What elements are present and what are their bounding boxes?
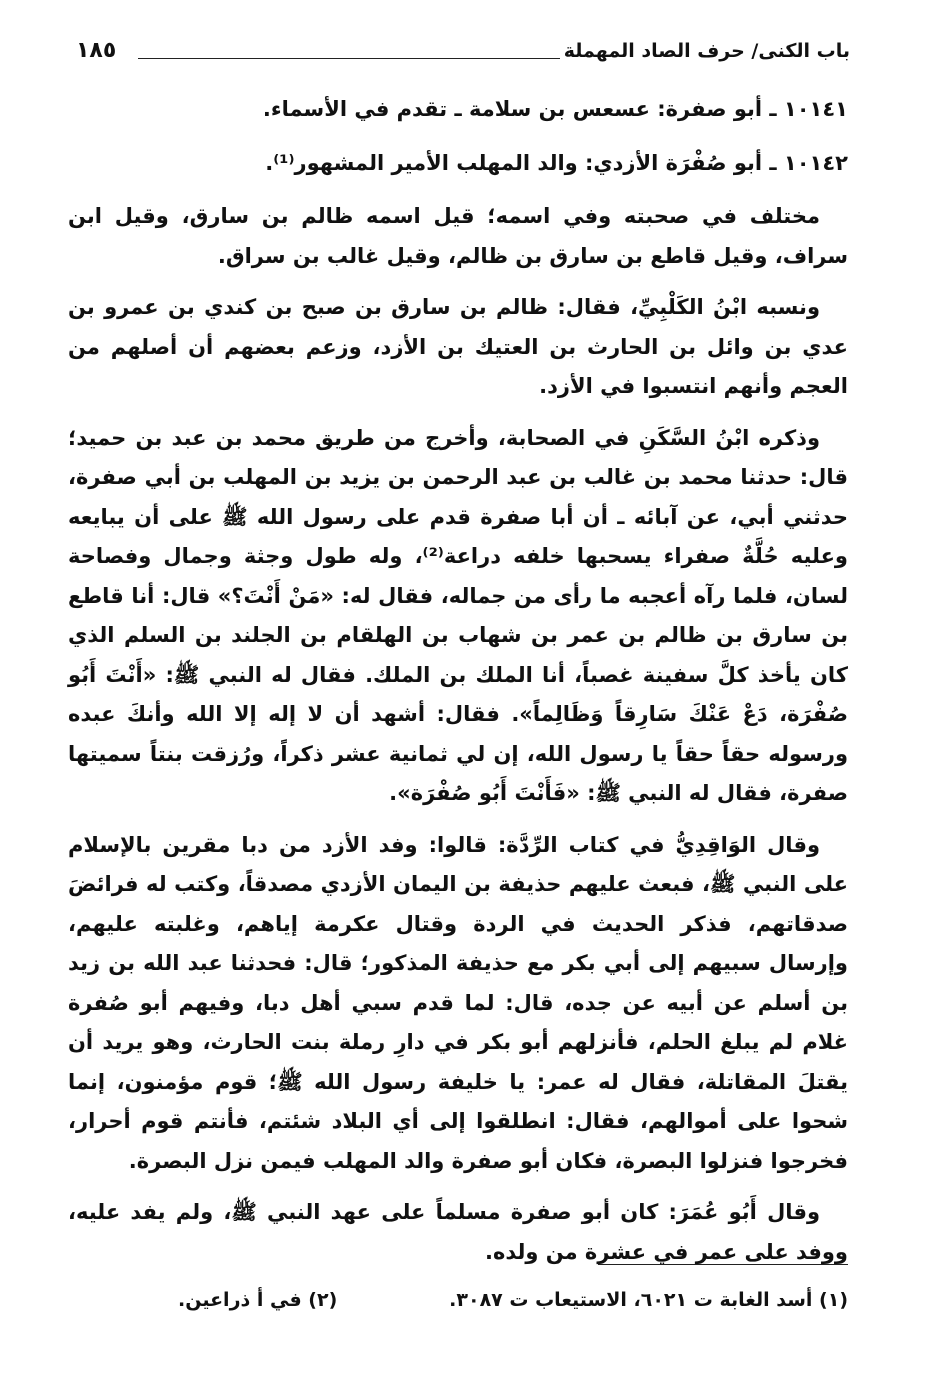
paragraph-name-dispute: مختلف في صحبته وفي اسمه؛ قيل اسمه ظالم بن سارق، وقيل ابن سراف، وقيل قاطع بن سارق بن ظالم، وقيل غالب بن سراق.	[68, 204, 848, 268]
footnote-rule	[598, 1264, 848, 1265]
main-text	[68, 90, 848, 1284]
entry-10141: ١٠١٤١ ـ أبو صفرة: عسعس بن سلامة ـ تقدم في الأسماء.	[262, 97, 848, 121]
paragraph-ibn-sakan: وذكره ابْنُ السَّكَنِ في الصحابة، وأخرج من طريق محمد بن عبد بن حميد؛ قال: حدثنا محمد بن غالب بن عبد الرحمن بن يزيد بن المهلب بن أبي صفرة، حدثني أبي، عن آبائه ـ أن أبا صفرة قدم على رسول الله ﷺ على أن يبايعه وعليه حُلَّةٌ صفراء يسحبها خلفه دراعة⁽²⁾، وله طول وجثة وجمال وفصاحة لسان، فلما رآه أعجبه ما رأى من جماله، فقال له: «مَنْ أَنْتَ؟» قال: أنا قاطع بن سارق بن ظالم بن عمر بن شهاب بن الهلقام بن الجلند بن السلم الذي كان يأخذ كلَّ سفينة غصباً، أنا الملك بن الملك. فقال له النبي ﷺ: «أَنْتَ أَبُو صُفْرَة، دَعْ عَنْكَ سَارِقاً وَظَالِماً». فقال: أشهد أن لا إله إلا الله وأنكَ عبده ورسوله حقاً حقاً يا رسول الله، إن لي ثمانية عشر ذكراً، ورُزقت بنتاً سميتها صفرة، فقال له النبي ﷺ: «فَأَنْتَ أَبُو صُفْرَة».	[68, 425, 848, 805]
page-number: ١٨٥	[76, 38, 117, 63]
running-header	[68, 34, 850, 74]
footnote-1: (١) أسد الغابة ت ٦٠٢١، الاستيعاب ت ٣٠٨٧.	[449, 1289, 848, 1311]
paragraph-lineage: ونسبه ابْنُ الكَلْبِيِّ، فقال: ظالم بن سارق بن صبح بن كندي بن عمرو بن عدي بن وائل بن الحارث بن العتيك بن الأزد، وزعم بعضهم أن أصلهم من العجم وأنهم انتسبوا في الأزد.	[68, 295, 848, 398]
footnote-2: (٢) في أ ذراعين.	[178, 1289, 338, 1311]
paragraph-abu-umar: وقال أَبُو عُمَرَ: كان أبو صفرة مسلماً على عهد النبي ﷺ، ولم يفد عليه، ووفد على عمر في عشرة من ولده.	[68, 1200, 848, 1264]
chapter-title: باب الكنى/ حرف الصاد المهملة	[563, 40, 850, 62]
paragraph-waqidi: وقال الوَاقِدِيُّ في كتاب الرِّدَّة: قالوا: وفد الأزد من دبا مقرين بالإسلام على النبي ﷺ، فبعث عليهم حذيفة بن اليمان الأزدي مصدقاً، وكتب له فرائضَ صدقاتهم، فذكر الحديث في الردة وقتال عكرمة إياهم، وغلبته عليهم، وإرسال سبيهم إلى أبي بكر مع حذيفة المذكور؛ قال: فحدثنا عبد الله بن زيد بن أسلم عن أبيه عن جده، قال: لما قدم سبي أهل دبا، وفيهم أبو صُفرة غلام لم يبلغ الحلم، فأنزلهم أبو بكر في دارِ رملة بنت الحارث، وهو يريد أن يقتلَ المقاتلة، فقال له عمر: يا خليفة رسول الله ﷺ؛ قوم مؤمنون، إنما شحوا على أموالهم، فقال: انطلقوا إلى أي البلاد شئتم، فأنتم قوم أحرار، فخرجوا فنزلوا البصرة، فكان أبو صفرة والد المهلب فيمن نزل البصرة.	[68, 832, 848, 1173]
entry-10142: ١٠١٤٢ ـ أبو صُفْرَة الأزدي: والد المهلب الأمير المشهور⁽¹⁾.	[265, 150, 848, 175]
header-rule	[138, 58, 560, 59]
